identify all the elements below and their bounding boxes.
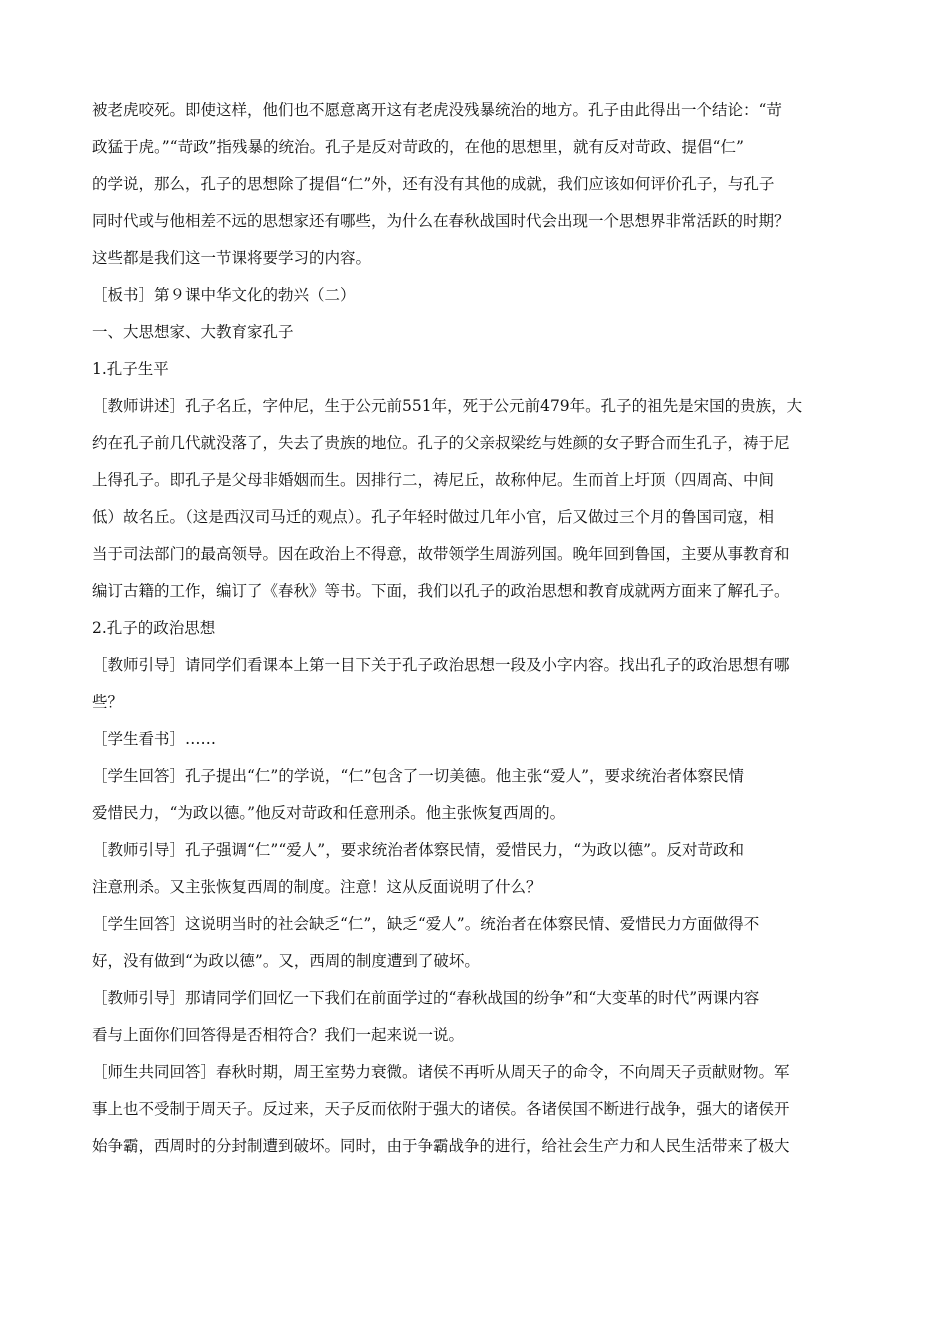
paragraph-line: 看与上面你们回答得是否相符合？我们一起来说一说。 xyxy=(92,1026,465,1044)
paragraph-line: ［教师引导］孔子强调“仁”“爱人”，要求统治者体察民情，爱惜民力，“为政以德”。反对苛政和 xyxy=(92,841,745,859)
paragraph-line: 当于司法部门的最高领导。因在政治上不得意，故带领学生周游列国。晚年回到鲁国，主要从事教育和 xyxy=(92,545,790,563)
paragraph-line: 政猛于虎。”“苛政”指残暴的统治。孔子是反对苛政的，在他的思想里，就有反对苛政、提倡“仁” xyxy=(92,138,744,156)
paragraph-line: 低）故名丘。（这是西汉司马迁的观点）。孔子年轻时做过几年小官，后又做过三个月的鲁国司寇，相 xyxy=(92,508,775,526)
subsection-heading: 1.孔子生平 xyxy=(92,360,169,378)
paragraph-line: 上得孔子。即孔子是父母非婚姻而生。因排行二，祷尼丘，故称仲尼。生而首上圩顶（四周高、中间 xyxy=(92,471,775,489)
paragraph-line: 爱惜民力，“为政以德。”他反对苛政和任意刑杀。他主张恢复西周的。 xyxy=(92,804,566,822)
section-heading: 一、大思想家、大教育家孔子 xyxy=(92,323,294,341)
paragraph-line: 编订古籍的工作，编订了《春秋》等书。下面，我们以孔子的政治思想和教育成就两方面来了解孔子。 xyxy=(92,582,790,600)
paragraph-line: 始争霸，西周时的分封制遭到破坏。同时，由于争霸战争的进行，给社会生产力和人民生活带来了极大 xyxy=(92,1137,790,1155)
paragraph-line: 这些都是我们这一节课将要学习的内容。 xyxy=(92,249,372,267)
paragraph-line: ［教师引导］那请同学们回忆一下我们在前面学过的“春秋战国的纷争”和“大变革的时代”两课内容 xyxy=(92,989,760,1007)
paragraph-line: ［教师引导］请同学们看课本上第一目下关于孔子政治思想一段及小字内容。找出孔子的政治思想有哪 xyxy=(92,656,790,674)
paragraph-line: ［师生共同回答］春秋时期，周王室势力衰微。诸侯不再听从周天子的命令，不向周天子贡献财物。军 xyxy=(92,1063,790,1081)
subsection-heading: 2.孔子的政治思想 xyxy=(92,619,216,637)
paragraph-line: 好，没有做到“为政以德”。又，西周的制度遭到了破坏。 xyxy=(92,952,480,970)
paragraph-line: 同时代或与他相差不远的思想家还有哪些，为什么在春秋战国时代会出现一个思想界非常活跃的时期？ xyxy=(92,212,790,230)
paragraph-line: 的学说，那么，孔子的思想除了提倡“仁”外，还有没有其他的成就，我们应该如何评价孔子，与孔子 xyxy=(92,175,775,193)
paragraph-line: 注意刑杀。又主张恢复西周的制度。注意！这从反面说明了什么？ xyxy=(92,878,542,896)
paragraph-line: ［学生看书］…… xyxy=(92,730,217,748)
paragraph-line: ［学生回答］孔子提出“仁”的学说，“仁”包含了一切美德。他主张“爱人”，要求统治者体察民情 xyxy=(92,767,745,785)
paragraph-line: 被老虎咬死。即使这样，他们也不愿意离开这有老虎没残暴统治的地方。孔子由此得出一个结论：“苛 xyxy=(92,101,782,119)
paragraph-line: 事上也不受制于周天子。反过来，天子反而依附于强大的诸侯。各诸侯国不断进行战争，强大的诸侯开 xyxy=(92,1100,790,1118)
board-writing-line: ［板书］第９课中华文化的勃兴（二） xyxy=(92,286,356,304)
paragraph-line: ［教师讲述］孔子名丘，字仲尼，生于公元前551年，死于公元前479年。孔子的祖先是宋国的贵族，大 xyxy=(92,397,803,415)
document-body xyxy=(92,92,860,1165)
paragraph-line: 些？ xyxy=(92,693,124,711)
paragraph-line: ［学生回答］这说明当时的社会缺乏“仁”，缺乏“爱人”。统治者在体察民情、爱惜民力方面做得不 xyxy=(92,915,760,933)
paragraph-line: 约在孔子前几代就没落了，失去了贵族的地位。孔子的父亲叔梁纥与姓颜的女子野合而生孔子，祷于尼 xyxy=(92,434,790,452)
